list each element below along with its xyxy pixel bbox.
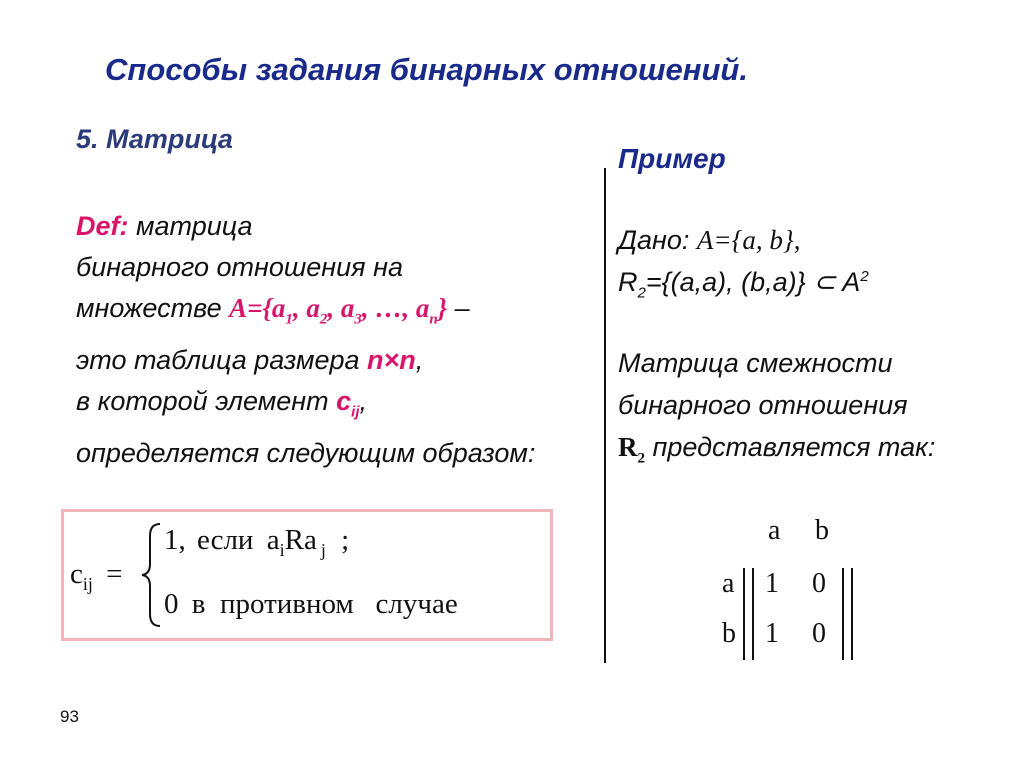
- def-line-5: в которой элемент $c_{ij}$,: [76, 386, 368, 421]
- def-size: n×n: [367, 345, 416, 376]
- def-line-2: бинарного отношения на: [76, 252, 403, 282]
- def-text-5: в которой элемент: [76, 386, 337, 417]
- def-line-3: множестве $A=\{a_1$, $a_2$, $a_3$, …, $a_n$} –: [76, 293, 470, 328]
- formula-case-1: 1, если $a_iRa$ $_j$ ;: [164, 524, 350, 560]
- def-line-1: [76, 206, 535, 247]
- matrix-left-bar: [743, 568, 754, 660]
- relation-sub: 2: [637, 284, 646, 302]
- matrix-col-header: b: [815, 515, 829, 546]
- matrix-right-bar: [842, 568, 853, 660]
- def-label: Def:: [76, 211, 129, 241]
- text-line-3: [618, 432, 935, 467]
- def-set: $A=\{a_1$, $a_2$, $a_3$, …, $a_n$}: [229, 293, 448, 328]
- matrix-cell: 0: [812, 618, 826, 649]
- def-text-3: множестве: [76, 293, 230, 323]
- def-text-4: это таблица размера: [76, 345, 368, 376]
- text-line-3-R: R: [618, 432, 638, 462]
- divider-line: [604, 168, 606, 663]
- given-label: Дано:: [618, 225, 697, 255]
- def-text-1: матрица: [128, 211, 253, 241]
- matrix-cell: 1: [765, 618, 779, 649]
- text-line-1: Матрица смежности: [618, 348, 893, 378]
- relation-value: ={(a,a), (b,a)} ⊂ A: [645, 267, 861, 297]
- text-line-3-sub: 2: [637, 450, 645, 467]
- matrix-cell: 0: [812, 568, 826, 599]
- formula-lhs: $c_{ij}$ =: [70, 558, 123, 594]
- slide-title: Способы задания бинарных отношений.: [105, 52, 748, 87]
- formula-box: [61, 509, 553, 641]
- matrix-cell: 1: [765, 568, 779, 599]
- relation-name: R: [618, 267, 638, 297]
- def-line-4: это таблица размера n×n,: [76, 345, 424, 376]
- adjacency-matrix: [700, 510, 880, 670]
- relation-line: [618, 267, 869, 301]
- def-set-start: A={a: [229, 293, 286, 323]
- relation-sup: 2: [860, 268, 869, 285]
- section-heading: 5. Матрица: [76, 124, 233, 154]
- matrix-col-header: a: [768, 515, 781, 546]
- definition-block: [76, 206, 535, 474]
- def-cij: $c_{ij}$: [336, 386, 360, 421]
- text-line-2: бинарного отношения: [618, 390, 908, 420]
- matrix-row-header: a: [722, 568, 735, 599]
- given-set: A={a, b},: [696, 225, 801, 255]
- def-line-6: определяется следующим образом:: [76, 437, 536, 468]
- formula-case-2: 0 в противном случае: [164, 588, 458, 620]
- page-number: 93: [60, 707, 79, 726]
- formula-brace: [140, 520, 164, 630]
- example-title: Пример: [618, 143, 726, 174]
- text-line-3-rest: представляется так:: [645, 432, 936, 462]
- given-line: [618, 225, 800, 256]
- matrix-row-header: b: [722, 618, 736, 649]
